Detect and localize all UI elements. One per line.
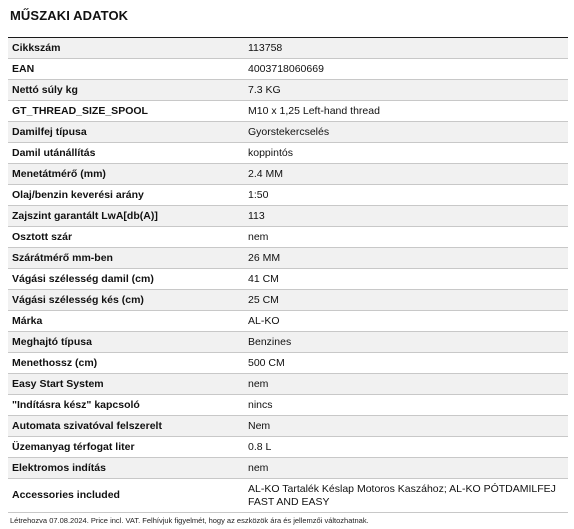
spec-value: 113758	[244, 38, 568, 59]
spec-value: 1:50	[244, 185, 568, 206]
spec-row	[8, 80, 568, 101]
spec-row	[8, 437, 568, 458]
spec-value: AL-KO	[244, 311, 568, 332]
spec-value: Gyorstekercselés	[244, 122, 568, 143]
spec-value: M10 x 1,25 Left-hand thread	[244, 101, 568, 122]
spec-value: 25 CM	[244, 290, 568, 311]
spec-label: Damilfej típusa	[8, 122, 244, 143]
spec-value: 26 MM	[244, 248, 568, 269]
spec-label: Üzemanyag térfogat liter	[8, 437, 244, 458]
spec-row	[8, 416, 568, 437]
spec-label: Easy Start System	[8, 374, 244, 395]
specs-table-body	[8, 38, 568, 513]
spec-row	[8, 164, 568, 185]
spec-label: Osztott szár	[8, 227, 244, 248]
spec-label: Szárátmérő mm-ben	[8, 248, 244, 269]
spec-row	[8, 122, 568, 143]
spec-row	[8, 206, 568, 227]
spec-row	[8, 395, 568, 416]
spec-row	[8, 374, 568, 395]
spec-label: Menetátmérő (mm)	[8, 164, 244, 185]
spec-row	[8, 143, 568, 164]
spec-row	[8, 227, 568, 248]
spec-label: Accessories included	[8, 479, 244, 513]
spec-value: 500 CM	[244, 353, 568, 374]
spec-value: Nem	[244, 416, 568, 437]
spec-label: GT_THREAD_SIZE_SPOOL	[8, 101, 244, 122]
specs-table	[8, 37, 568, 513]
spec-value: 113	[244, 206, 568, 227]
spec-value: nem	[244, 374, 568, 395]
spec-label: EAN	[8, 59, 244, 80]
spec-value: 7.3 KG	[244, 80, 568, 101]
spec-row	[8, 101, 568, 122]
spec-label: Meghajtó típusa	[8, 332, 244, 353]
spec-label: "Indításra kész" kapcsoló	[8, 395, 244, 416]
section-title: MŰSZAKI ADATOK	[10, 8, 129, 23]
spec-label: Vágási szélesség damil (cm)	[8, 269, 244, 290]
spec-value: 0.8 L	[244, 437, 568, 458]
spec-row	[8, 38, 568, 59]
spec-row	[8, 185, 568, 206]
spec-row	[8, 311, 568, 332]
spec-row	[8, 353, 568, 374]
spec-label: Márka	[8, 311, 244, 332]
spec-label: Nettó súly kg	[8, 80, 244, 101]
spec-label: Vágási szélesség kés (cm)	[8, 290, 244, 311]
spec-row	[8, 248, 568, 269]
spec-label: Zajszint garantált LwA[db(A)]	[8, 206, 244, 227]
spec-value: nem	[244, 458, 568, 479]
spec-value: 4003718060669	[244, 59, 568, 80]
spec-row	[8, 458, 568, 479]
spec-row	[8, 59, 568, 80]
spec-label: Menethossz (cm)	[8, 353, 244, 374]
spec-value: koppintós	[244, 143, 568, 164]
spec-label: Elektromos indítás	[8, 458, 244, 479]
spec-value: nem	[244, 227, 568, 248]
spec-value: 2.4 MM	[244, 164, 568, 185]
footer-note: Létrehozva 07.08.2024. Price incl. VAT. Felhívjuk figyelmét, hogy az eszközök ára és jellemzői változhatnak.	[10, 516, 369, 525]
spec-label: Olaj/benzin keverési arány	[8, 185, 244, 206]
spec-row	[8, 290, 568, 311]
spec-value: nincs	[244, 395, 568, 416]
spec-row	[8, 479, 568, 513]
spec-label: Cikkszám	[8, 38, 244, 59]
spec-row	[8, 269, 568, 290]
spec-label: Damil utánállítás	[8, 143, 244, 164]
spec-label: Automata szivatóval felszerelt	[8, 416, 244, 437]
spec-value: AL-KO Tartalék Késlap Motoros Kaszához; AL-KO PÓTDAMILFEJ FAST AND EASY	[244, 479, 568, 513]
spec-row	[8, 332, 568, 353]
spec-value: Benzines	[244, 332, 568, 353]
spec-value: 41 CM	[244, 269, 568, 290]
